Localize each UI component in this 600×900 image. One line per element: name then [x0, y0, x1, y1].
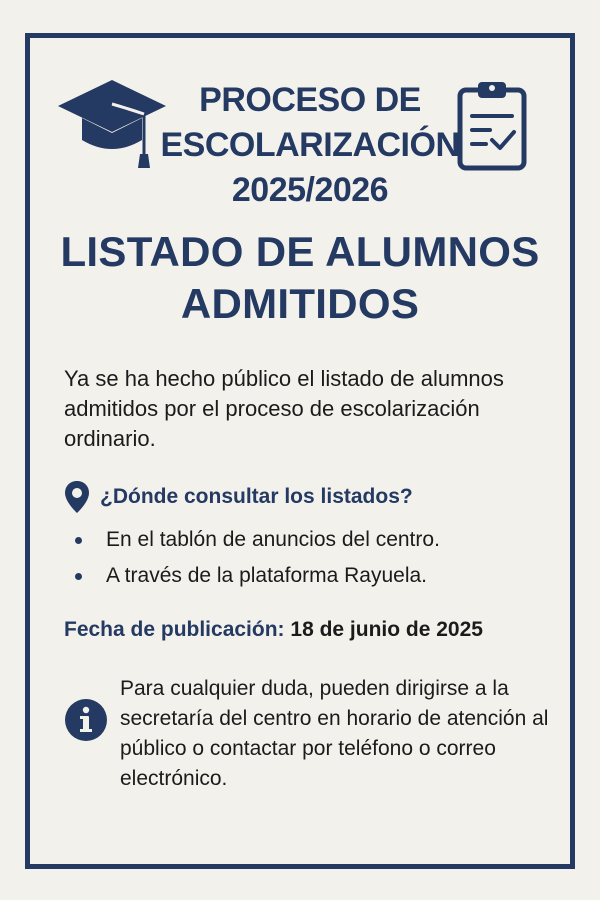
- header-line-3: 2025/2026: [231, 171, 389, 209]
- page-title: [40, 226, 560, 330]
- header-line-2: ESCOLARIZACIÓN: [160, 126, 460, 164]
- title-line-1: LISTADO DE ALUMNOS: [60, 228, 540, 275]
- where-heading-text: ¿Dónde consultar los listados?: [100, 485, 413, 508]
- where-list: [64, 522, 544, 594]
- publication-label: Fecha de publicación:: [64, 618, 285, 641]
- clipboard-check-icon: [456, 78, 528, 172]
- info-icon: [64, 698, 108, 742]
- where-section: [64, 480, 544, 594]
- location-pin-icon: [64, 480, 90, 514]
- header: [150, 78, 470, 213]
- publication-date: [64, 614, 564, 646]
- list-item: A través de la plataforma Rayuela.: [64, 558, 544, 594]
- header-line-1: PROCESO DE: [199, 81, 421, 119]
- intro-text: Ya se ha hecho público el listado de alumnos admitidos por el proceso de escolarización ordinario.: [64, 366, 504, 451]
- info-text: Para cualquier duda, pueden dirigirse a la secretaría del centro en horario de atención al público o contactar por teléfono o correo electrónico.: [120, 677, 549, 790]
- where-heading: [64, 480, 544, 514]
- publication-value: 18 de junio de 2025: [290, 618, 483, 641]
- list-item: En el tablón de anuncios del centro.: [64, 522, 544, 558]
- title-line-2: ADMITIDOS: [180, 280, 420, 327]
